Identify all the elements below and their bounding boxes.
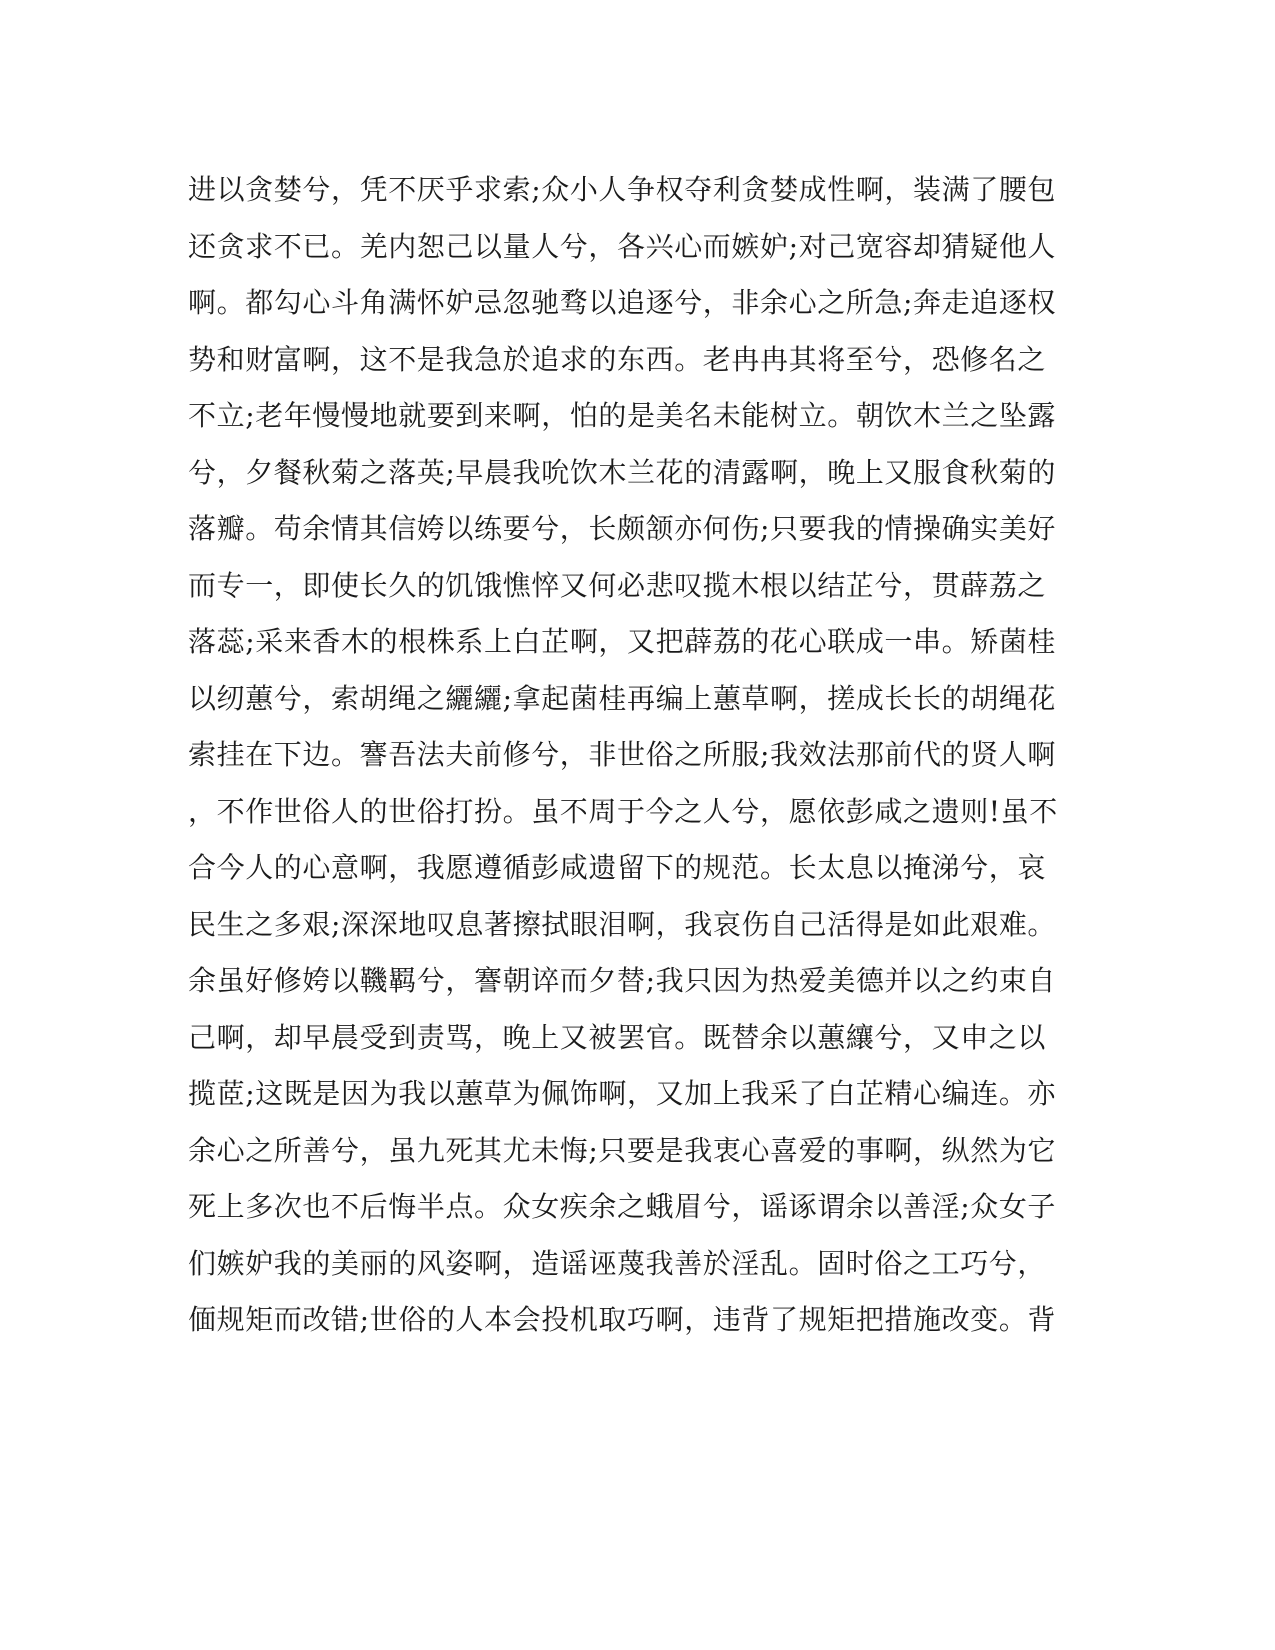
text-line: ，不作世俗人的世俗打扮。虽不周于今之人兮，愿依彭咸之遗则!虽不 [188,794,1058,828]
text-line: 以纫蕙兮，索胡绳之纚纚;拿起菌桂再编上蕙草啊，搓成长长的胡绳花 [188,681,1057,715]
text-line: 不立;老年慢慢地就要到来啊，怕的是美名未能树立。朝饮木兰之坠露 [188,399,1057,432]
text-line: 还贪求不已。羌内恕己以量人兮，各兴心而嫉妒;对己宽容却猜疑他人 [188,229,1057,263]
text-line: 索挂在下边。謇吾法夫前修兮，非世俗之所服;我效法那前代的贤人啊 [188,738,1057,771]
text-line: 啊。都勾心斗角满怀妒忌忽驰骛以追逐兮，非余心之所急;奔走追逐权 [188,286,1057,319]
text-line: 余心之所善兮，虽九死其尤未悔;只要是我衷心喜爱的事啊，纵然为它 [188,1133,1057,1167]
text-line: 兮，夕餐秋菊之落英;早晨我吮饮木兰花的清露啊，晚上又服食秋菊的 [188,455,1057,489]
body-text [188,162,1068,1349]
text-line: 合今人的心意啊，我愿遵循彭咸遗留下的规范。长太息以掩涕兮，哀 [188,851,1047,884]
text-line: 余虽好修姱以鞿羁兮，謇朝谇而夕替;我只因为热爱美德并以之约束自 [188,964,1057,997]
text-line: 们嫉妒我的美丽的风姿啊，造谣诬蔑我善於淫乱。固时俗之工巧兮， [188,1246,1047,1280]
text-line: 揽茝;这既是因为我以蕙草为佩饰啊，又加上我采了白芷精心编连。亦 [188,1077,1057,1110]
text-line: 势和财富啊，这不是我急於追求的东西。老冉冉其将至兮，恐修名之 [188,342,1047,376]
text-line: 落蕊;采来香木的根株系上白芷啊，又把薜荔的花心联成一串。矫菌桂 [188,625,1057,658]
text-line: 偭规矩而改错;世俗的人本会投机取巧啊，违背了规矩把措施改变。背 [188,1303,1057,1336]
text-line: 己啊，却早晨受到责骂，晚上又被罢官。既替余以蕙纕兮，又申之以 [188,1020,1047,1054]
text-line: 而专一，即使长久的饥饿憔悴又何必悲叹揽木根以结芷兮，贯薜荔之 [188,568,1047,602]
text-line: 死上多次也不后悔半点。众女疾余之蛾眉兮，谣诼谓余以善淫;众女子 [188,1190,1057,1223]
text-line: 民生之多艰;深深地叹息著擦拭眼泪啊，我哀伤自己活得是如此艰难。 [188,907,1057,941]
text-line: 进以贪婪兮，凭不厌乎求索;众小人争权夺利贪婪成性啊，装满了腰包 [188,173,1057,206]
text-line: 落瓣。苟余情其信姱以练要兮，长颇颔亦何伤;只要我的情操确实美好 [188,512,1057,545]
